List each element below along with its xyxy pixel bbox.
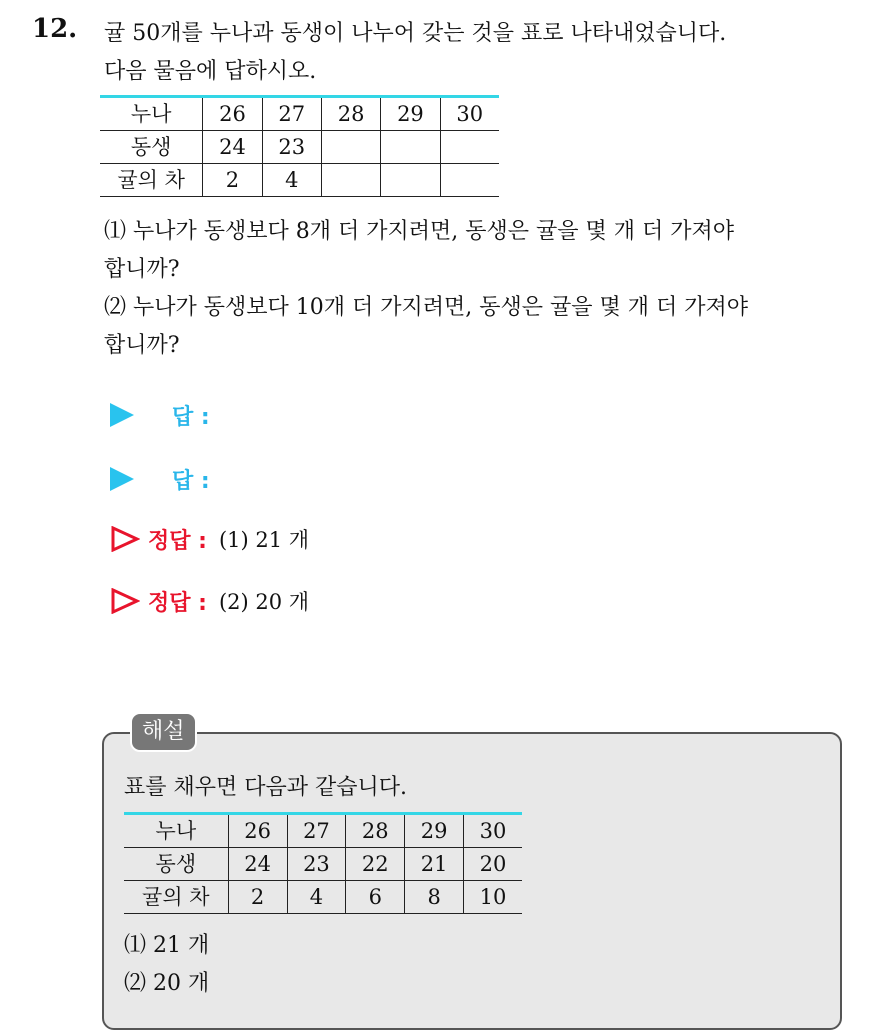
table-cell: 28 bbox=[346, 814, 405, 848]
table-cell: 4 bbox=[287, 881, 346, 914]
question-number: 12. bbox=[32, 14, 78, 44]
table-cell: 동생 bbox=[155, 852, 197, 876]
table-cell: 누나 bbox=[130, 102, 172, 126]
answer-row-1 bbox=[110, 400, 210, 430]
table-cell bbox=[321, 164, 380, 197]
table-cell: 20 bbox=[464, 848, 522, 881]
subquestion-2-line2: 합니까? bbox=[104, 333, 180, 358]
correct-answer-row-1 bbox=[110, 524, 309, 554]
table-row bbox=[124, 848, 522, 881]
correct-label: 정답 : bbox=[148, 590, 207, 616]
table-cell bbox=[440, 164, 499, 197]
table-cell: 2 bbox=[203, 164, 262, 197]
explanation-table bbox=[124, 812, 522, 914]
table-cell bbox=[321, 131, 380, 164]
table-cell: 23 bbox=[287, 848, 346, 881]
table-cell: 6 bbox=[346, 881, 405, 914]
subquestion-1-line1: ⑴ 누나가 동생보다 8개 더 가지려면, 동생은 귤을 몇 개 더 가져야 bbox=[104, 219, 734, 244]
correct-value-1: (1) 21 개 bbox=[218, 528, 310, 552]
table-cell: 30 bbox=[440, 97, 499, 131]
table-cell: 30 bbox=[464, 814, 522, 848]
table-cell: 21 bbox=[405, 848, 464, 881]
table-cell: 동생 bbox=[130, 135, 172, 159]
correct-label: 정답 : bbox=[148, 528, 207, 554]
table-cell: 29 bbox=[381, 97, 440, 131]
table-cell: 8 bbox=[405, 881, 464, 914]
table-cell: 27 bbox=[287, 814, 346, 848]
table-row bbox=[124, 881, 522, 914]
table-row bbox=[124, 814, 522, 848]
table-cell bbox=[440, 131, 499, 164]
subquestion-2-line1: ⑵ 누나가 동생보다 10개 더 가지려면, 동생은 귤을 몇 개 더 가져야 bbox=[104, 295, 748, 320]
table-cell: 2 bbox=[228, 881, 287, 914]
table-cell: 27 bbox=[262, 97, 321, 131]
table-cell bbox=[381, 164, 440, 197]
table-cell: 22 bbox=[346, 848, 405, 881]
table-cell: 10 bbox=[464, 881, 522, 914]
correct-value-2: (2) 20 개 bbox=[218, 590, 310, 614]
question-text-line1: 귤 50개를 누나과 동생이 나누어 갖는 것을 표로 나타내었습니다. bbox=[104, 21, 727, 46]
table-cell: 23 bbox=[262, 131, 321, 164]
explanation-result-1: ⑴ 21 개 bbox=[124, 933, 210, 958]
table-cell: 24 bbox=[203, 131, 262, 164]
table-cell: 귤의 차 bbox=[142, 885, 210, 909]
answer-label: 답 : bbox=[172, 404, 210, 430]
table-row bbox=[100, 164, 499, 197]
subquestion-1-line2: 합니까? bbox=[104, 257, 180, 282]
problem-table bbox=[100, 95, 499, 197]
table-cell: 26 bbox=[203, 97, 262, 131]
table-cell bbox=[381, 131, 440, 164]
play-triangle-icon bbox=[110, 403, 134, 427]
table-row bbox=[100, 131, 499, 164]
table-row bbox=[100, 97, 499, 131]
table-cell: 4 bbox=[262, 164, 321, 197]
outline-triangle-icon bbox=[110, 588, 140, 614]
table-cell: 26 bbox=[228, 814, 287, 848]
explanation-intro: 표를 채우면 다음과 같습니다. bbox=[124, 775, 407, 800]
explanation-tag: 해설 bbox=[130, 712, 197, 752]
question-text-line2: 다음 물음에 답하시오. bbox=[104, 59, 317, 84]
answer-label: 답 : bbox=[172, 468, 210, 494]
table-cell: 귤의 차 bbox=[117, 168, 185, 192]
table-cell: 누나 bbox=[155, 819, 197, 843]
table-cell: 29 bbox=[405, 814, 464, 848]
play-triangle-icon bbox=[110, 467, 134, 491]
explanation-result-2: ⑵ 20 개 bbox=[124, 971, 210, 996]
table-cell: 24 bbox=[228, 848, 287, 881]
answer-row-2 bbox=[110, 464, 210, 494]
outline-triangle-icon bbox=[110, 526, 140, 552]
table-cell: 28 bbox=[321, 97, 380, 131]
correct-answer-row-2 bbox=[110, 586, 309, 616]
